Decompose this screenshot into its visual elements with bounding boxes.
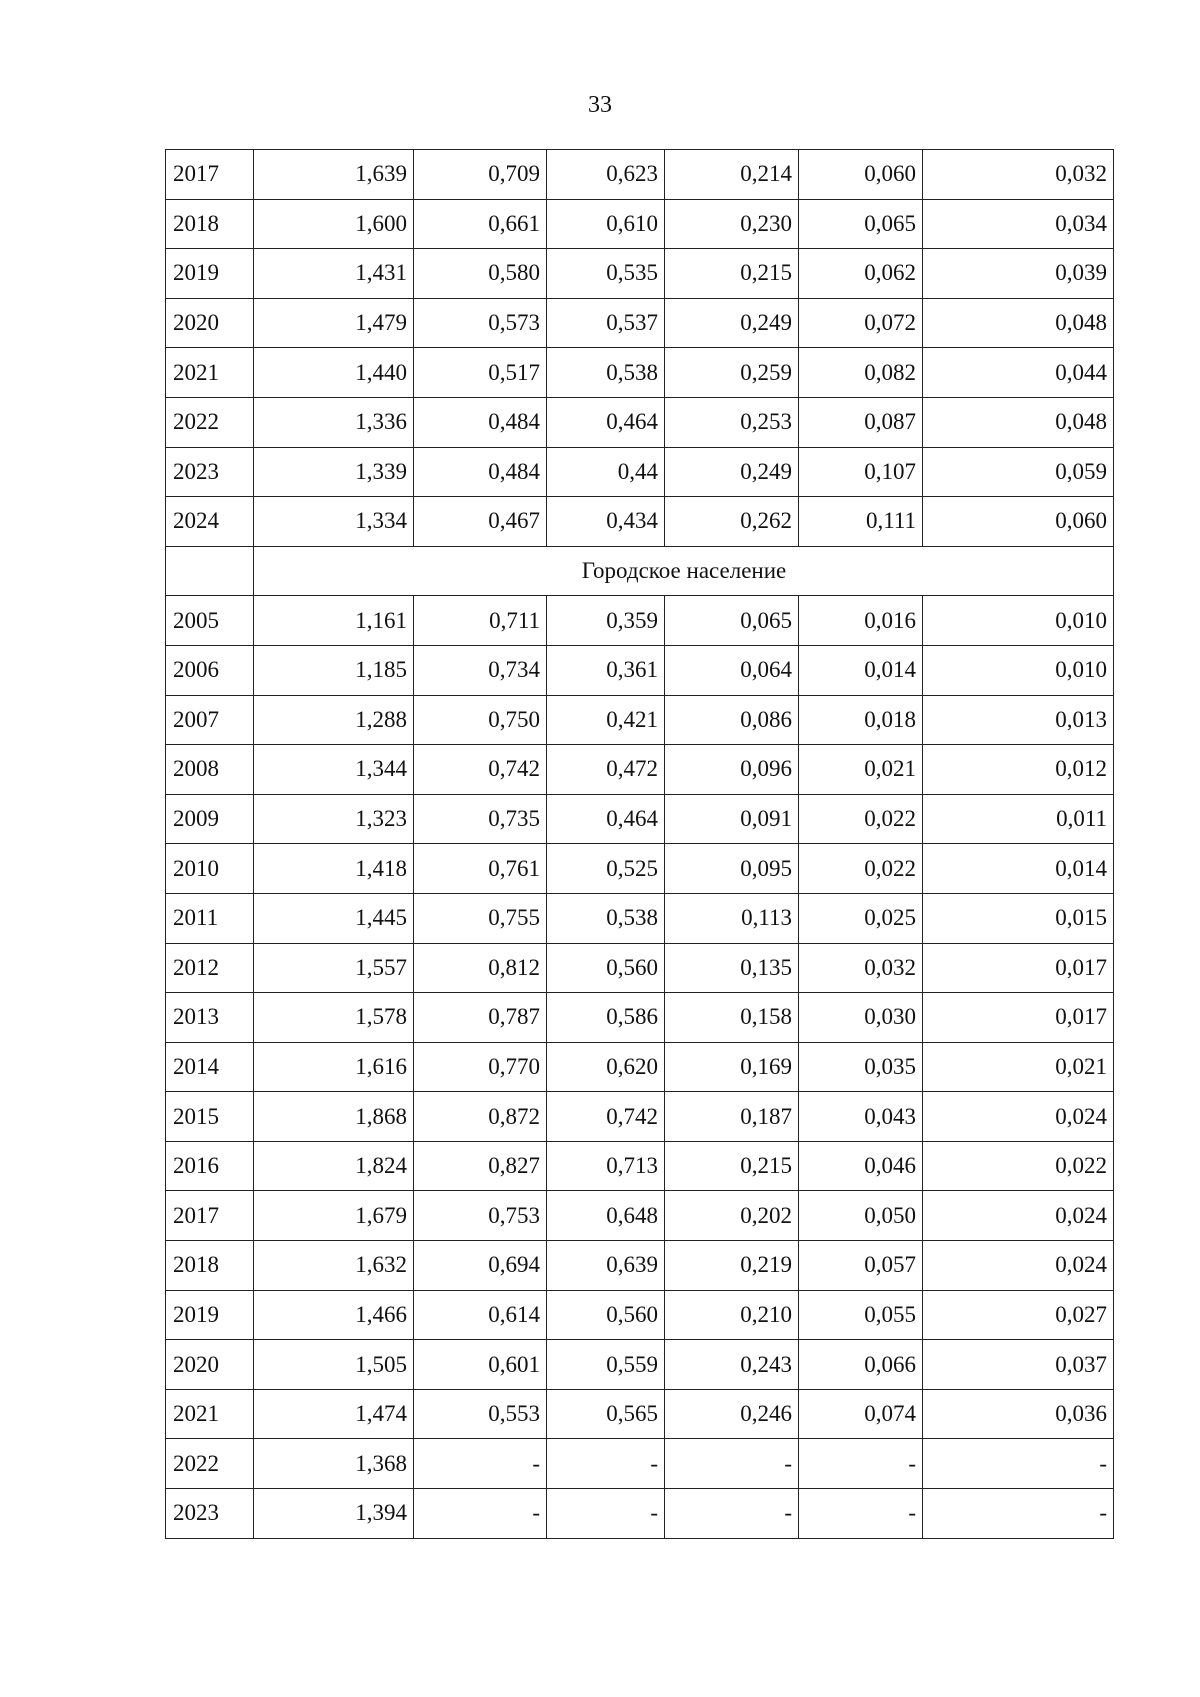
- year-cell: 2009: [166, 794, 254, 844]
- value-cell: 0,025: [799, 893, 923, 943]
- value-cell: 0,610: [547, 199, 665, 249]
- value-cell: 0,614: [414, 1290, 547, 1340]
- value-cell: -: [665, 1489, 799, 1539]
- year-cell: 2013: [166, 993, 254, 1043]
- value-cell: 0,464: [547, 794, 665, 844]
- value-cell: 0,361: [547, 645, 665, 695]
- value-cell: 0,086: [665, 695, 799, 745]
- table-body-top: [166, 150, 1114, 547]
- value-cell: 0,484: [414, 397, 547, 447]
- value-cell: 0,096: [665, 745, 799, 795]
- section-header-row: [166, 546, 1114, 596]
- value-cell: 0,214: [665, 150, 799, 200]
- value-cell: -: [665, 1439, 799, 1489]
- year-cell: 2021: [166, 1389, 254, 1439]
- value-cell: 0,761: [414, 844, 547, 894]
- value-cell: 0,560: [547, 1290, 665, 1340]
- table-row: [166, 497, 1114, 547]
- value-cell: 0,021: [923, 1042, 1114, 1092]
- value-cell: 0,648: [547, 1191, 665, 1241]
- value-cell: 0,253: [665, 397, 799, 447]
- value-cell: 0,158: [665, 993, 799, 1043]
- table-row: [166, 1290, 1114, 1340]
- value-cell: 0,055: [799, 1290, 923, 1340]
- year-cell: 2018: [166, 1241, 254, 1291]
- year-cell: 2019: [166, 249, 254, 299]
- value-cell: 0,107: [799, 447, 923, 497]
- value-cell: 0,059: [923, 447, 1114, 497]
- year-cell: 2020: [166, 298, 254, 348]
- section-header-row-group: [166, 546, 1114, 596]
- value-cell: 0,064: [665, 645, 799, 695]
- table-row: [166, 1191, 1114, 1241]
- year-cell: 2022: [166, 1439, 254, 1489]
- value-cell: 1,344: [254, 745, 414, 795]
- table-row: [166, 645, 1114, 695]
- value-cell: 0,035: [799, 1042, 923, 1092]
- value-cell: 0,022: [799, 794, 923, 844]
- value-cell: 0,060: [923, 497, 1114, 547]
- value-cell: 0,249: [665, 298, 799, 348]
- value-cell: 0,755: [414, 893, 547, 943]
- value-cell: 0,066: [799, 1340, 923, 1390]
- value-cell: 0,537: [547, 298, 665, 348]
- value-cell: 1,868: [254, 1092, 414, 1142]
- value-cell: 0,016: [799, 596, 923, 646]
- table-row: [166, 695, 1114, 745]
- table-row: [166, 1092, 1114, 1142]
- value-cell: 0,010: [923, 596, 1114, 646]
- value-cell: 0,620: [547, 1042, 665, 1092]
- value-cell: 0,013: [923, 695, 1114, 745]
- value-cell: 0,565: [547, 1389, 665, 1439]
- year-cell: 2017: [166, 1191, 254, 1241]
- value-cell: 0,711: [414, 596, 547, 646]
- value-cell: 1,505: [254, 1340, 414, 1390]
- value-cell: 0,030: [799, 993, 923, 1043]
- year-cell: 2023: [166, 1489, 254, 1539]
- value-cell: 0,032: [799, 943, 923, 993]
- value-cell: 0,44: [547, 447, 665, 497]
- value-cell: 0,135: [665, 943, 799, 993]
- value-cell: 0,215: [665, 1141, 799, 1191]
- value-cell: 0,753: [414, 1191, 547, 1241]
- value-cell: 1,600: [254, 199, 414, 249]
- section-title: Городское население: [254, 546, 1114, 596]
- year-cell: 2007: [166, 695, 254, 745]
- value-cell: 0,014: [923, 844, 1114, 894]
- value-cell: 1,334: [254, 497, 414, 547]
- value-cell: 0,694: [414, 1241, 547, 1291]
- year-cell: 2005: [166, 596, 254, 646]
- value-cell: 0,037: [923, 1340, 1114, 1390]
- value-cell: 0,827: [414, 1141, 547, 1191]
- value-cell: -: [923, 1489, 1114, 1539]
- table-row: [166, 893, 1114, 943]
- value-cell: 0,262: [665, 497, 799, 547]
- year-cell: 2024: [166, 497, 254, 547]
- value-cell: 0,072: [799, 298, 923, 348]
- value-cell: -: [547, 1439, 665, 1489]
- value-cell: 0,580: [414, 249, 547, 299]
- value-cell: -: [414, 1489, 547, 1539]
- value-cell: 0,623: [547, 150, 665, 200]
- year-cell: 2022: [166, 397, 254, 447]
- value-cell: -: [923, 1439, 1114, 1489]
- value-cell: 0,065: [799, 199, 923, 249]
- value-cell: 0,742: [547, 1092, 665, 1142]
- value-cell: 0,230: [665, 199, 799, 249]
- value-cell: 0,082: [799, 348, 923, 398]
- table-row: [166, 397, 1114, 447]
- value-cell: 0,091: [665, 794, 799, 844]
- value-cell: 0,036: [923, 1389, 1114, 1439]
- year-cell: 2016: [166, 1141, 254, 1191]
- year-cell: 2006: [166, 645, 254, 695]
- value-cell: 0,024: [923, 1191, 1114, 1241]
- value-cell: 0,434: [547, 497, 665, 547]
- value-cell: 0,034: [923, 199, 1114, 249]
- value-cell: 0,560: [547, 943, 665, 993]
- value-cell: 0,048: [923, 298, 1114, 348]
- value-cell: 0,538: [547, 893, 665, 943]
- value-cell: 0,246: [665, 1389, 799, 1439]
- value-cell: 0,169: [665, 1042, 799, 1092]
- table-row: [166, 794, 1114, 844]
- value-cell: 0,065: [665, 596, 799, 646]
- value-cell: 0,032: [923, 150, 1114, 200]
- year-cell: 2010: [166, 844, 254, 894]
- table-row: [166, 745, 1114, 795]
- table-row: [166, 1042, 1114, 1092]
- value-cell: 0,472: [547, 745, 665, 795]
- value-cell: 0,021: [799, 745, 923, 795]
- value-cell: 0,043: [799, 1092, 923, 1142]
- year-cell: 2011: [166, 893, 254, 943]
- value-cell: 0,011: [923, 794, 1114, 844]
- table-row: [166, 1389, 1114, 1439]
- year-cell: 2008: [166, 745, 254, 795]
- value-cell: 1,679: [254, 1191, 414, 1241]
- value-cell: 1,440: [254, 348, 414, 398]
- value-cell: 0,111: [799, 497, 923, 547]
- value-cell: 1,339: [254, 447, 414, 497]
- value-cell: 0,202: [665, 1191, 799, 1241]
- table-row: [166, 596, 1114, 646]
- value-cell: 1,466: [254, 1290, 414, 1340]
- table-row: [166, 844, 1114, 894]
- value-cell: 0,039: [923, 249, 1114, 299]
- value-cell: 0,044: [923, 348, 1114, 398]
- value-cell: 0,046: [799, 1141, 923, 1191]
- value-cell: 0,062: [799, 249, 923, 299]
- value-cell: 0,787: [414, 993, 547, 1043]
- table-row: [166, 1340, 1114, 1390]
- value-cell: 1,616: [254, 1042, 414, 1092]
- table-row: [166, 1439, 1114, 1489]
- value-cell: 0,553: [414, 1389, 547, 1439]
- year-cell: 2018: [166, 199, 254, 249]
- value-cell: 0,812: [414, 943, 547, 993]
- value-cell: 1,479: [254, 298, 414, 348]
- value-cell: 1,639: [254, 150, 414, 200]
- value-cell: 0,535: [547, 249, 665, 299]
- value-cell: 0,601: [414, 1340, 547, 1390]
- table-body-urban: [166, 596, 1114, 1538]
- value-cell: 0,467: [414, 497, 547, 547]
- value-cell: 0,734: [414, 645, 547, 695]
- value-cell: 1,632: [254, 1241, 414, 1291]
- value-cell: 1,161: [254, 596, 414, 646]
- value-cell: 0,014: [799, 645, 923, 695]
- value-cell: 0,421: [547, 695, 665, 745]
- value-cell: 1,323: [254, 794, 414, 844]
- value-cell: 0,573: [414, 298, 547, 348]
- year-cell: 2021: [166, 348, 254, 398]
- table-cell-empty: [166, 546, 254, 596]
- value-cell: 0,359: [547, 596, 665, 646]
- value-cell: 0,210: [665, 1290, 799, 1340]
- value-cell: 0,022: [799, 844, 923, 894]
- value-cell: -: [547, 1489, 665, 1539]
- value-cell: 0,517: [414, 348, 547, 398]
- value-cell: 0,249: [665, 447, 799, 497]
- value-cell: 0,018: [799, 695, 923, 745]
- value-cell: 1,368: [254, 1439, 414, 1489]
- value-cell: 1,824: [254, 1141, 414, 1191]
- value-cell: 1,418: [254, 844, 414, 894]
- value-cell: 0,259: [665, 348, 799, 398]
- value-cell: 0,713: [547, 1141, 665, 1191]
- value-cell: 0,464: [547, 397, 665, 447]
- value-cell: 0,057: [799, 1241, 923, 1291]
- value-cell: 0,750: [414, 695, 547, 745]
- value-cell: 0,048: [923, 397, 1114, 447]
- year-cell: 2017: [166, 150, 254, 200]
- value-cell: -: [414, 1439, 547, 1489]
- value-cell: 0,219: [665, 1241, 799, 1291]
- value-cell: 0,017: [923, 943, 1114, 993]
- table-row: [166, 1141, 1114, 1191]
- value-cell: 0,639: [547, 1241, 665, 1291]
- value-cell: 0,872: [414, 1092, 547, 1142]
- value-cell: 0,010: [923, 645, 1114, 695]
- value-cell: 0,113: [665, 893, 799, 943]
- value-cell: 1,394: [254, 1489, 414, 1539]
- value-cell: 0,015: [923, 893, 1114, 943]
- value-cell: 0,074: [799, 1389, 923, 1439]
- value-cell: 1,557: [254, 943, 414, 993]
- value-cell: 0,735: [414, 794, 547, 844]
- value-cell: 0,024: [923, 1092, 1114, 1142]
- value-cell: 0,024: [923, 1241, 1114, 1291]
- value-cell: 0,027: [923, 1290, 1114, 1340]
- value-cell: 1,336: [254, 397, 414, 447]
- table-row: [166, 199, 1114, 249]
- table-row: [166, 943, 1114, 993]
- value-cell: 0,661: [414, 199, 547, 249]
- value-cell: 1,288: [254, 695, 414, 745]
- value-cell: 1,474: [254, 1389, 414, 1439]
- table-row: [166, 447, 1114, 497]
- table-row: [166, 298, 1114, 348]
- value-cell: 0,017: [923, 993, 1114, 1043]
- value-cell: 0,559: [547, 1340, 665, 1390]
- value-cell: -: [799, 1489, 923, 1539]
- value-cell: 0,087: [799, 397, 923, 447]
- value-cell: 0,215: [665, 249, 799, 299]
- value-cell: 0,742: [414, 745, 547, 795]
- table-row: [166, 249, 1114, 299]
- table-row: [166, 150, 1114, 200]
- value-cell: 1,431: [254, 249, 414, 299]
- table-row: [166, 1241, 1114, 1291]
- value-cell: 0,022: [923, 1141, 1114, 1191]
- year-cell: 2014: [166, 1042, 254, 1092]
- year-cell: 2020: [166, 1340, 254, 1390]
- value-cell: 1,445: [254, 893, 414, 943]
- year-cell: 2015: [166, 1092, 254, 1142]
- value-cell: 0,187: [665, 1092, 799, 1142]
- value-cell: 0,586: [547, 993, 665, 1043]
- value-cell: 0,050: [799, 1191, 923, 1241]
- value-cell: 1,185: [254, 645, 414, 695]
- value-cell: 0,060: [799, 150, 923, 200]
- page-number: 33: [588, 92, 612, 118]
- value-cell: 0,095: [665, 844, 799, 894]
- value-cell: 0,243: [665, 1340, 799, 1390]
- value-cell: 1,578: [254, 993, 414, 1043]
- value-cell: 0,484: [414, 447, 547, 497]
- table-row: [166, 993, 1114, 1043]
- fertility-table: [165, 149, 1114, 1539]
- year-cell: 2019: [166, 1290, 254, 1340]
- table-row: [166, 1489, 1114, 1539]
- value-cell: 0,525: [547, 844, 665, 894]
- value-cell: 0,709: [414, 150, 547, 200]
- table-row: [166, 348, 1114, 398]
- value-cell: 0,770: [414, 1042, 547, 1092]
- value-cell: -: [799, 1439, 923, 1489]
- value-cell: 0,012: [923, 745, 1114, 795]
- year-cell: 2023: [166, 447, 254, 497]
- year-cell: 2012: [166, 943, 254, 993]
- value-cell: 0,538: [547, 348, 665, 398]
